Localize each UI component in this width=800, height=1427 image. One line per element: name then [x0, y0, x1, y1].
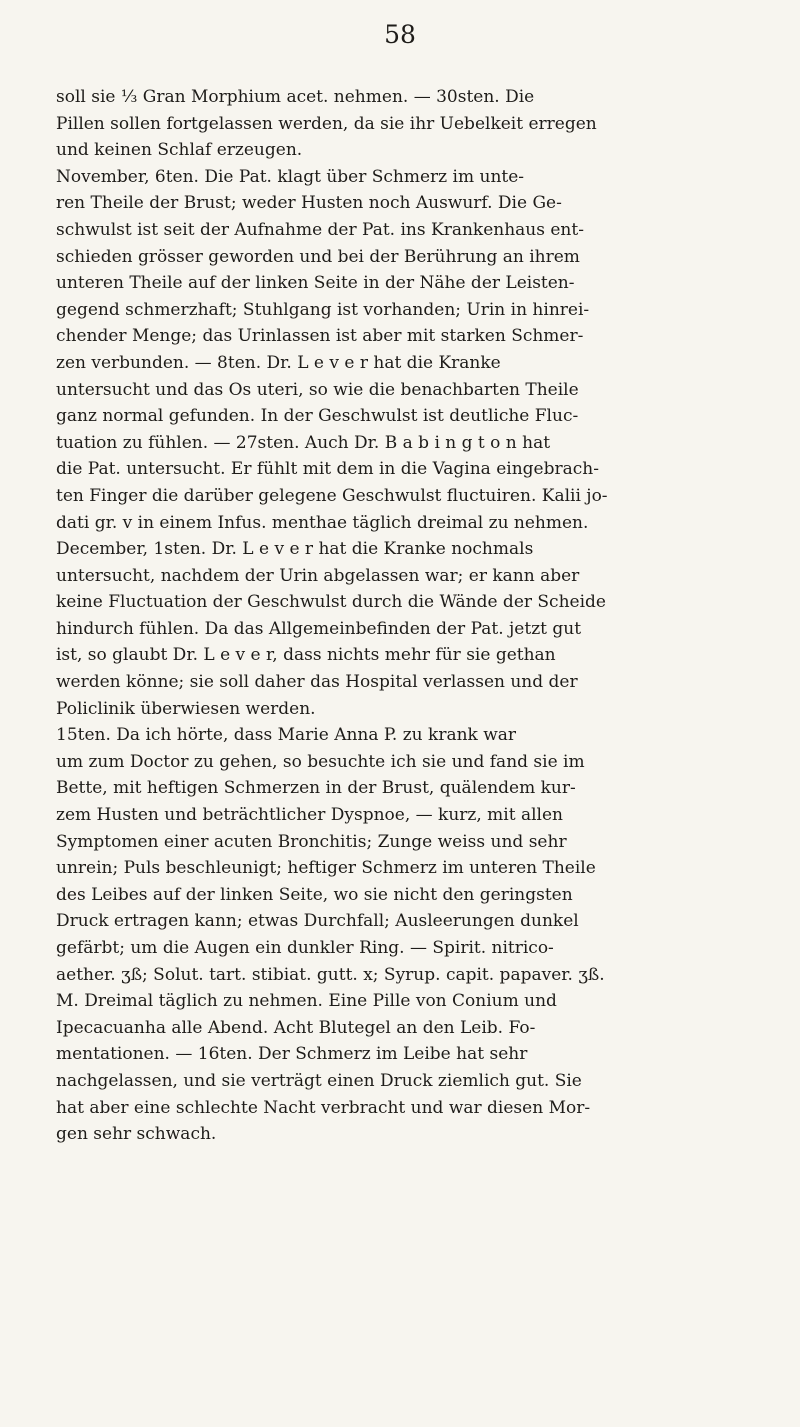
text-line: tuation zu fühlen. — 27sten. Auch Dr. B a b i n g t o n hat [56, 432, 551, 453]
text-line: Pillen sollen fortgelassen werden, da sie ihr Uebelkeit erregen [56, 113, 597, 134]
page-number: 58 [384, 20, 416, 49]
text-line: ten Finger die darüber gelegene Geschwulst fluctuiren. Kalii jo- [56, 485, 608, 506]
text-line: M. Dreimal täglich zu nehmen. Eine Pille von Conium und [56, 991, 557, 1012]
text-line: ganz normal gefunden. In der Geschwulst ist deutliche Fluc- [56, 406, 579, 427]
text-line: November, 6ten. Die Pat. klagt über Schmerz im unte- [56, 166, 525, 187]
text-line: ren Theile der Brust; weder Husten noch Auswurf. Die Ge- [56, 193, 562, 214]
text-line: mentationen. — 16ten. Der Schmerz im Leibe hat sehr [56, 1044, 528, 1065]
text-line: aether. ʒß; Solut. tart. stibiat. gutt. x; Syrup. capit. papaver. ʒß. [56, 964, 605, 985]
text-line: unteren Theile auf der linken Seite in der Nähe der Leisten- [56, 273, 575, 294]
text-line: chender Menge; das Urinlassen ist aber mit starken Schmer- [56, 326, 584, 347]
text-line: um zum Doctor zu gehen, so besuchte ich sie und fand sie im [56, 751, 585, 772]
text-line: des Leibes auf der linken Seite, wo sie nicht den geringsten [56, 884, 573, 905]
text-line: 15ten. Da ich hörte, dass Marie Anna P. zu krank war [56, 725, 517, 746]
text-line: gefärbt; um die Augen ein dunkler Ring. — Spirit. nitrico- [56, 938, 554, 958]
text-line: unrein; Puls beschleunigt; heftiger Schmerz im unteren Theile [56, 858, 596, 879]
text-line: Ipecacuanha alle Abend. Acht Blutegel an den Leib. Fo- [56, 1017, 536, 1038]
text-line: soll sie ⅓ Gran Morphium acet. nehmen. — 30sten. Die [56, 87, 535, 107]
text-line: gen sehr schwach. [56, 1124, 217, 1145]
text-line: ist, so glaubt Dr. L e v e r, dass nichts mehr für sie gethan [56, 645, 556, 666]
text-line: Druck ertragen kann; etwas Durchfall; Ausleerungen dunkel [56, 911, 579, 932]
text-line: und keinen Schlaf erzeugen. [56, 140, 303, 161]
text-line: hat aber eine schlechte Nacht verbracht und war diesen Mor- [56, 1097, 591, 1118]
text-line: untersucht und das Os uteri, so wie die benachbarten Theile [56, 379, 579, 400]
text-line: Symptomen einer acuten Bronchitis; Zunge weiss und sehr [56, 831, 567, 852]
text-line: nachgelassen, und sie verträgt einen Druck ziemlich gut. Sie [56, 1070, 582, 1091]
text-line: dati gr. v in einem Infus. menthae täglich dreimal zu nehmen. [56, 512, 589, 533]
text-line: die Pat. untersucht. Er fühlt mit dem in die Vagina eingebrach- [56, 459, 599, 480]
text-line: Policlinik überwiesen werden. [56, 698, 316, 719]
body-text [56, 84, 751, 1148]
text-line: schieden grösser geworden und bei der Berührung an ihrem [56, 246, 580, 267]
text-line: schwulst ist seit der Aufnahme der Pat. ins Krankenhaus ent- [56, 219, 584, 240]
text-line: werden könne; sie soll daher das Hospital verlassen und der [56, 672, 578, 693]
text-line: zen verbunden. — 8ten. Dr. L e v e r hat die Kranke [56, 352, 501, 373]
text-line: untersucht, nachdem der Urin abgelassen war; er kann aber [56, 565, 580, 586]
text-line: keine Fluctuation der Geschwulst durch die Wände der Scheide [56, 592, 606, 613]
text-line: gegend schmerzhaft; Stuhlgang ist vorhanden; Urin in hinrei- [56, 299, 590, 320]
text-line: hindurch fühlen. Da das Allgemeinbefinden der Pat. jetzt gut [56, 618, 582, 639]
text-line: December, 1sten. Dr. L e v e r hat die Kranke nochmals [56, 539, 534, 560]
text-line: zem Husten und beträchtlicher Dyspnoe, — kurz, mit allen [56, 805, 563, 826]
text-line: Bette, mit heftigen Schmerzen in der Brust, quälendem kur- [56, 778, 576, 799]
